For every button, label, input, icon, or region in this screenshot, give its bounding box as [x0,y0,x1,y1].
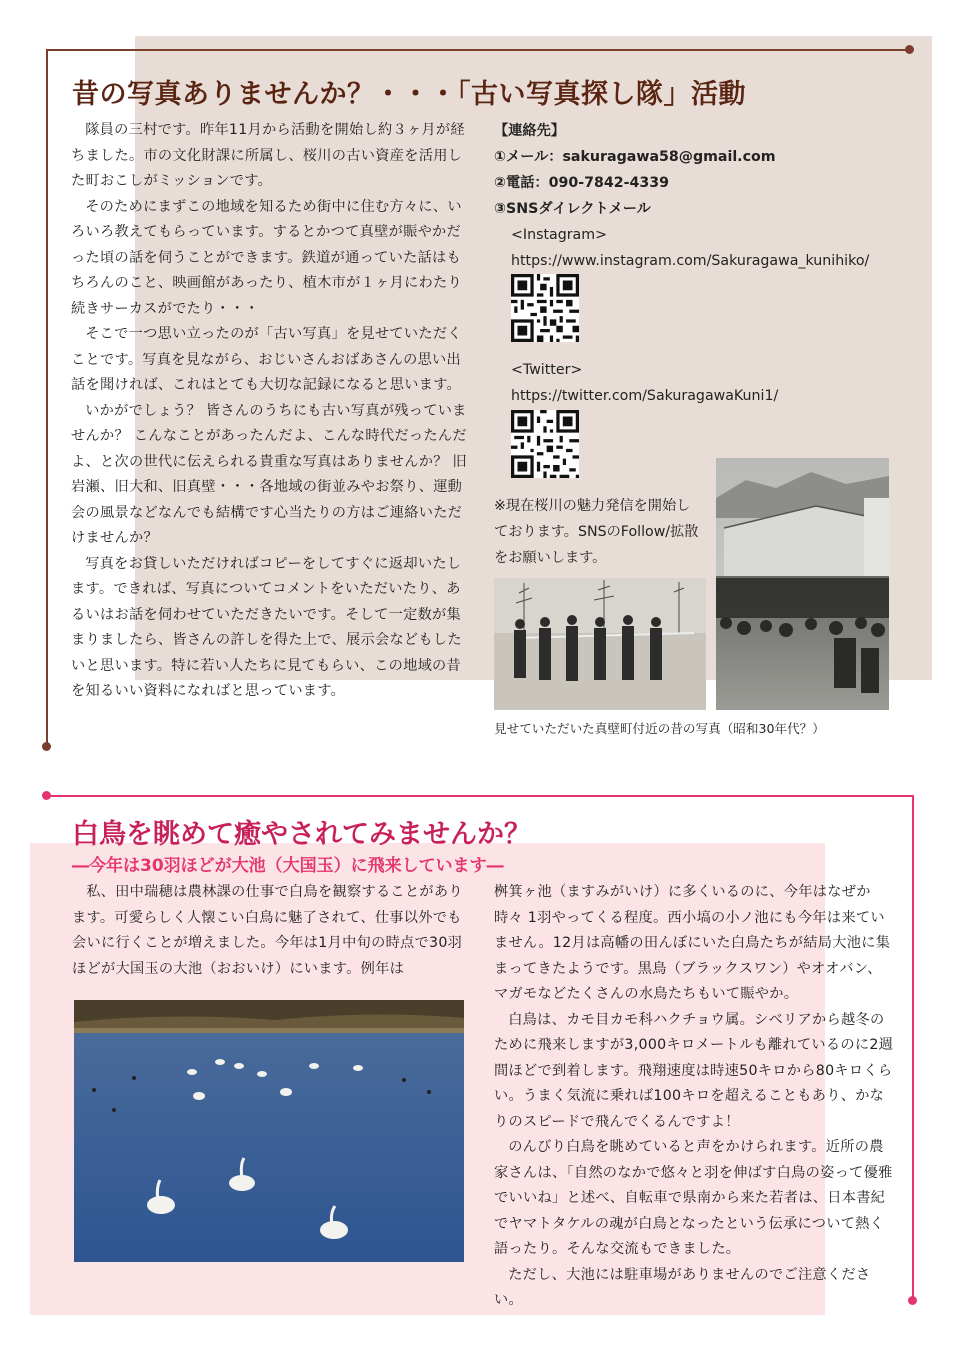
swan-lake-photo [74,1000,464,1262]
twitter-link[interactable]: https://twitter.com/SakuragawaKuni1/ [511,388,779,404]
section2-title: 白鳥を眺めて癒やされてみませんか？ [72,819,531,850]
old-photo-crowd [716,458,889,710]
contact-sns: ③SNSダイレクトメール [494,201,651,217]
section1-paragraph: 隊員の三村です。昨年11月から活動を開始し約３ヶ月が経ちました。市の文化財課に所属し、桜川の古い資産を活用した町おこしがミッションです。 [71,122,465,189]
instagram-label: <Instagram> [511,227,607,243]
instagram-qr-code[interactable] [511,274,579,342]
section2-right-rule [912,795,914,1300]
section1-top-rule [46,49,910,51]
twitter-label: <Twitter> [511,362,583,378]
contact-email[interactable]: ①メール：sakuragawa58@gmail.com [494,149,776,165]
sns-note: ※現在桜川の魅力発信を開始しております。SNSのFollow/拡散をお願いします。 [494,498,699,566]
section1-paragraph: そこで一つ思い立ったのが「古い写真」を見せていただくことです。写真を見ながら、おじいさんおばあさんの思い出話を聞ければ、これはとても大切な記録になると思います。 [71,326,462,393]
instagram-link[interactable]: https://www.instagram.com/Sakuragawa_kunihiko/ [511,253,870,269]
section1-title: 昔の写真ありませんか？・・・「古い写真探し隊」活動 [72,79,746,110]
section2-rule-dot [42,791,51,800]
section1-paragraph: いかがでしょう？ 皆さんのうちにも古い写真が残っていませんか？ こんなことがあったんだよ、こんな時代だったんだよ、と次の世代に伝えられる貴重な写真はありませんか？ 旧岩瀬、旧大和、旧真壁・・・各地域の街並みやお祭り、運動会の風景などなんでも結構です心当たりの方はご連絡いただけませんか？ [71,402,467,546]
photo-caption: 見せていただいた真壁町付近の昔の写真（昭和30年代？） [494,721,825,736]
section2-paragraph: のんびり白鳥を眺めていると声をかけられます。近所の農家さんは、「自然のなかで悠々と羽を伸ばす白鳥の姿って優雅でいいね」と述べ、自転車で県南から来た若者は、日本書紀でヤマトタケルの魂が白鳥となったという伝承について熱く語ったり。そんな交流もできました。 [494,1139,893,1257]
contact-block [494,118,914,409]
contact-phone[interactable]: ②電話：090-7842-4339 [494,175,669,191]
section2-rule-dot [908,1296,917,1305]
section2-left-column [72,880,468,982]
section2-top-rule [46,795,914,797]
section1-rule-dot [42,742,51,751]
section2-paragraph: ただし、大池には駐車場がありませんのでご注意ください。 [494,1266,871,1308]
section1-paragraph: 写真をお貸しいただければコピーをしてすぐに返却いたします。できれば、写真についてコメントをいただいたり、あるいはお話を伺わせていただきたいです。そして一定数が集まりましたら、皆さんの許しを得た上で、展示会などもしたいと思います。特に若い人たちに見てもらい、この地域の昔を知るいい資料になればと思っています。 [71,555,462,699]
section1-paragraph: そのためにまずこの地域を知るため街中に住む方々に、いろいろ教えてもらっています。するとかつて真壁が賑やかだった頃の話を伺うことができます。鉄道が通っていた話はもちろんのこと、映画館があったり、植木市が１ヶ月にわたり続きサーカスがでたり・・・ [71,198,463,317]
twitter-qr-code[interactable] [511,410,579,478]
contact-heading: 【連絡先】 [494,123,565,139]
section1-body [71,118,467,705]
section2-right-column [494,880,894,1314]
section2-subtitle: ―今年は30羽ほどが大池（大国玉）に飛来しています― [72,856,504,876]
section1-left-rule [46,49,48,746]
section1-rule-dot [905,45,914,54]
section2-paragraph: 桝箕ヶ池（ますみがいけ）に多くいるのに、今年はなぜか時々 1羽やってくる程度。西小塙の小ノ池にも今年は来ていません。12月は高幡の田んぼにいた白鳥たちが結局大池に集まってきたようです。黒鳥（ブラックスワン）やオオバン、マガモなどたくさんの水鳥たちもいて賑やか。 [494,884,891,1002]
section2-paragraph: 白鳥は、カモ目カモ科ハクチョウ属。シベリアから越冬のために飛来しますが3,000キロメートルも離れているのに2週間ほどで到着します。飛翔速度は時速50キロから80キロくらい。うまく気流に乗れば100キロを超えることもあり、かなりのスピードで飛んでくるんですよ！ [494,1011,894,1130]
section2-paragraph: 私、田中瑞穂は農林課の仕事で白鳥を観察することがあります。可愛らしく人懐こい白鳥に魅了されて、仕事以外でも会いに行くことが増えました。今年は1月中旬の時点で30羽ほどが大国玉の大池（おおいけ）にいます。例年は [72,884,463,977]
old-photo-dancing [494,578,706,710]
